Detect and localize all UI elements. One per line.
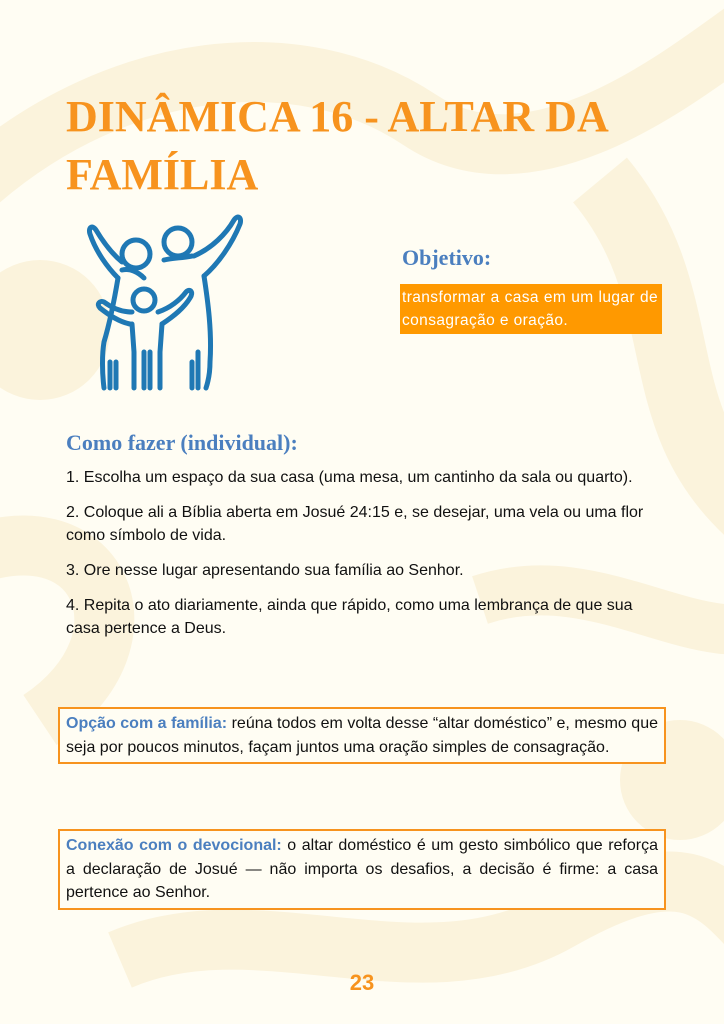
step-item: 4. Repita o ato diariamente, ainda que rápido, como uma lembrança de que sua casa pertence a Deus. — [66, 597, 633, 637]
family-option-label: Opção com a família: — [66, 715, 228, 732]
family-option-text: reúna todos em volta desse “altar doméstico” e, mesmo que seja por poucos minutos, façam juntos uma oração simples de consagração. — [66, 715, 659, 756]
devotional-connection-box — [58, 829, 666, 910]
family-option-box — [58, 707, 666, 764]
step-item: 1. Escolha um espaço da sua casa (uma mesa, um cantinho da sala ou quarto). — [66, 469, 633, 486]
devotional-connection-text: o altar doméstico é um gesto simbólico que reforça a declaração de Josué — não importa os desafios, a decisão é firme: a casa pertence ao Senhor. — [66, 837, 658, 901]
step-item: 2. Coloque ali a Bíblia aberta em Josué 24:15 e, se desejar, uma vela ou uma flor como símbolo de vida. — [66, 504, 644, 544]
objective-box: transformar a casa em um lugar de consagração e oração. — [400, 284, 662, 334]
steps-list — [66, 466, 662, 652]
family-icon — [74, 212, 254, 402]
step-item: 3. Ore nesse lugar apresentando sua família ao Senhor. — [66, 562, 464, 579]
page-number: 23 — [349, 970, 375, 995]
devotional-connection-label: Conexão com o devocional: — [66, 837, 282, 854]
page-title: DINÂMICA 16 - ALTAR DA FAMÍLIA — [66, 92, 607, 199]
how-to-heading: Como fazer (individual): — [66, 430, 298, 455]
objective-heading: Objetivo: — [402, 245, 492, 270]
